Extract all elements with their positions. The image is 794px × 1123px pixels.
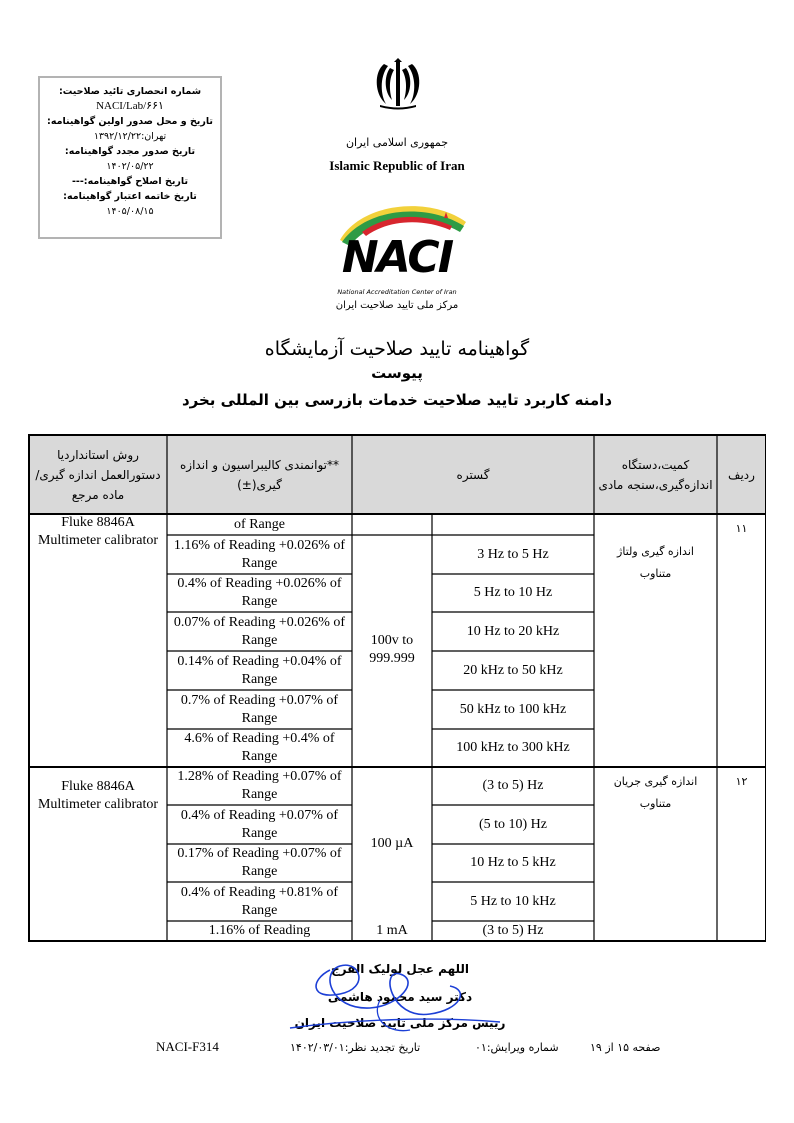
country-name-fa: جمهوری اسلامی ایران xyxy=(345,136,449,149)
naci-logo-english: National Accreditation Center of Iran xyxy=(337,288,457,296)
cmc-12-2: 0.4% of Reading +0.07% of Range xyxy=(180,807,339,841)
header-range: گستره xyxy=(456,467,490,482)
info-amendment: تاریخ اصلاح گواهینامه:--- xyxy=(71,176,189,187)
certificate-info-box xyxy=(38,76,222,239)
freq-12-1: (3 to 5) Hz xyxy=(482,778,544,793)
cmc-12-1: 1.28% of Reading +0.07% of Range xyxy=(177,769,342,802)
method-group-11: Fluke 8846A Multimeter calibrator xyxy=(37,515,159,548)
handwritten-signature xyxy=(270,950,520,1040)
freq-11-4: 10 Hz to 20 kHz xyxy=(466,623,560,639)
iran-emblem-icon xyxy=(370,58,426,110)
freq-11-6: 50 kHz to 100 kHz xyxy=(459,701,567,717)
info-first-issue: تهران:۱۳۹۲/۱۲/۲۲ xyxy=(93,131,167,142)
cmc-12-5: 1.16% of Reading xyxy=(208,923,311,938)
footer-review-date: تاریخ تجدید نظر:۱۴۰۲/۰۳/۰۱ xyxy=(290,1041,421,1054)
footer-revision: شماره ویرایش:۰۱ xyxy=(475,1041,559,1054)
cmc-12-3: 0.17% of Reading +0.07% of Range xyxy=(177,846,342,879)
info-reissue-label: تاریخ صدور مجدد گواهینامه: xyxy=(64,146,196,157)
method-group-12: Fluke 8846A Multimeter calibrator xyxy=(37,779,159,812)
annex-title: پیوست xyxy=(371,364,423,382)
naci-logo-wordmark: NACI xyxy=(341,232,453,283)
info-exclusive-number-label: شماره انحصاری تائید صلاحیت: xyxy=(58,86,202,97)
header-row-number: ردیف xyxy=(728,467,755,482)
header-quantity: کمیت،دستگاه اندازه‌گیری،سنجه مادی xyxy=(598,457,713,492)
freq-12-4: 5 Hz to 10 kHz xyxy=(470,893,556,909)
quantity-ac-voltage: اندازه گیری ولتاژ متناوب xyxy=(617,545,694,580)
footer-page-number: صفحه ۱۵ از ۱۹ xyxy=(590,1041,661,1054)
quantity-ac-current: اندازه گیری جریان متناوب xyxy=(613,775,698,810)
info-first-issue-label: تاریخ و محل صدور اولین گواهینامه: xyxy=(47,116,213,127)
freq-12-3: 10 Hz to 5 kHz xyxy=(470,855,556,870)
accreditation-scope-table xyxy=(28,434,766,942)
freq-11-1 xyxy=(432,514,594,535)
signatory-name: دکتر سید محمود هاشمی xyxy=(327,990,473,1004)
freq-11-3: 5 Hz to 10 Hz xyxy=(473,585,553,600)
signatory-title: رییس مرکز ملی تایید صلاحیت ایران xyxy=(294,1016,506,1030)
cmc-11-3: 0.4% of Reading +0.026% of Range xyxy=(177,576,342,609)
signature-invocation: اللهم عجل لولیک الفرج xyxy=(330,962,470,976)
cmc-11-2: 1.16% of Reading +0.026% of Range xyxy=(173,537,346,571)
range-value-group-11: 100v to 999.999 xyxy=(369,633,415,666)
info-expiry-date: ۱۴۰۵/۰۸/۱۵ xyxy=(106,206,154,217)
footer-form-code: NACI-F314 xyxy=(156,1039,219,1054)
row-number-12: ۱۲ xyxy=(735,775,748,788)
scope-title: دامنه کاربرد تایید صلاحیت خدمات بازرسی بین المللی بخرد xyxy=(181,391,613,409)
header-capability: **توانمندی کالیبراسیون و اندازه گیری(±) xyxy=(180,457,339,492)
freq-12-2: (5 to 10) Hz xyxy=(478,816,548,832)
cmc-11-1: of Range xyxy=(234,516,285,532)
info-exclusive-number: NACI/Lab/۶۶۱ xyxy=(96,100,164,112)
certificate-title: گواهینامه تایید صلاحیت آزمایشگاه xyxy=(264,338,530,360)
freq-11-5: 20 kHz to 50 kHz xyxy=(463,662,563,678)
cmc-12-4: 0.4% of Reading +0.81% of Range xyxy=(180,884,339,918)
range-value2-group-12: 1 mA xyxy=(376,923,408,938)
header-method: روش استانداردیا دستورالعمل اندازه گیری/ماده مرجع xyxy=(35,447,161,502)
cmc-11-4: 0.07% of Reading +0.026% of Range xyxy=(173,614,346,648)
freq-12-5: (3 to 5) Hz xyxy=(482,923,544,938)
country-name-en: Islamic Republic of Iran xyxy=(329,158,465,173)
info-expiry-label: تاریخ خاتمه اعتبار گواهینامه: xyxy=(63,191,197,202)
cmc-11-6: 0.7% of Reading +0.07% of Range xyxy=(180,692,339,726)
freq-11-2: 3 Hz to 5 Hz xyxy=(477,546,549,562)
freq-11-7: 100 kHz to 300 kHz xyxy=(456,740,570,755)
range-value-group-12: 100 µA xyxy=(370,836,414,851)
cmc-11-7: 4.6% of Reading +0.4% of Range xyxy=(184,731,335,764)
info-reissue-date: ۱۴۰۲/۰۵/۲۲ xyxy=(106,161,154,172)
row-number-11: ۱۱ xyxy=(735,522,748,535)
naci-logo-persian: مرکز ملی تایید صلاحیت ایران xyxy=(335,300,459,311)
cmc-11-5: 0.14% of Reading +0.04% of Range xyxy=(177,653,342,687)
